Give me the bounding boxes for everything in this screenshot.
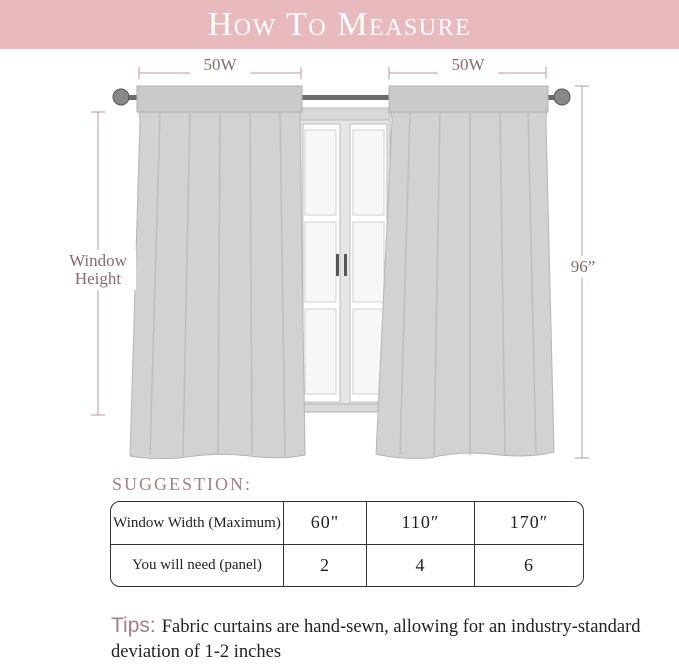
length-label: 96”: [566, 256, 600, 278]
window-height-label: Window Height: [60, 250, 136, 290]
page-title: How To Measure: [207, 5, 472, 43]
suggestion-table: [110, 501, 584, 587]
right-width-label: 50W: [438, 56, 498, 74]
tips-text: Fabric curtains are hand-sewn, allowing for an industry-standard deviation of 1-2 inches: [111, 617, 641, 662]
rod-finial-right: [554, 89, 570, 105]
tips-note: [111, 613, 651, 665]
left-curtain-panel: [130, 86, 305, 459]
row-label-window-width: Window Width (Maximum): [111, 502, 284, 544]
tips-label: Tips:: [111, 614, 156, 637]
table-cell: 60": [284, 502, 367, 544]
title-banner: [0, 0, 679, 49]
table-cell: 110″: [366, 502, 474, 544]
row-label-panels-needed: You will need (panel): [111, 544, 284, 586]
rod-finial-left: [113, 89, 129, 105]
right-curtain-panel: [376, 86, 554, 459]
table-row: [111, 502, 583, 544]
left-width-label: 50W: [190, 56, 250, 74]
table-cell: 170″: [475, 502, 584, 544]
table-row: [111, 544, 583, 586]
table-cell: 2: [284, 544, 367, 586]
window-handle-left: [336, 254, 339, 276]
window-handle-right: [344, 254, 347, 276]
table-cell: 6: [524, 554, 534, 575]
table-cell: 4: [366, 544, 474, 586]
suggestion-heading: SUGGESTION:: [112, 474, 253, 494]
